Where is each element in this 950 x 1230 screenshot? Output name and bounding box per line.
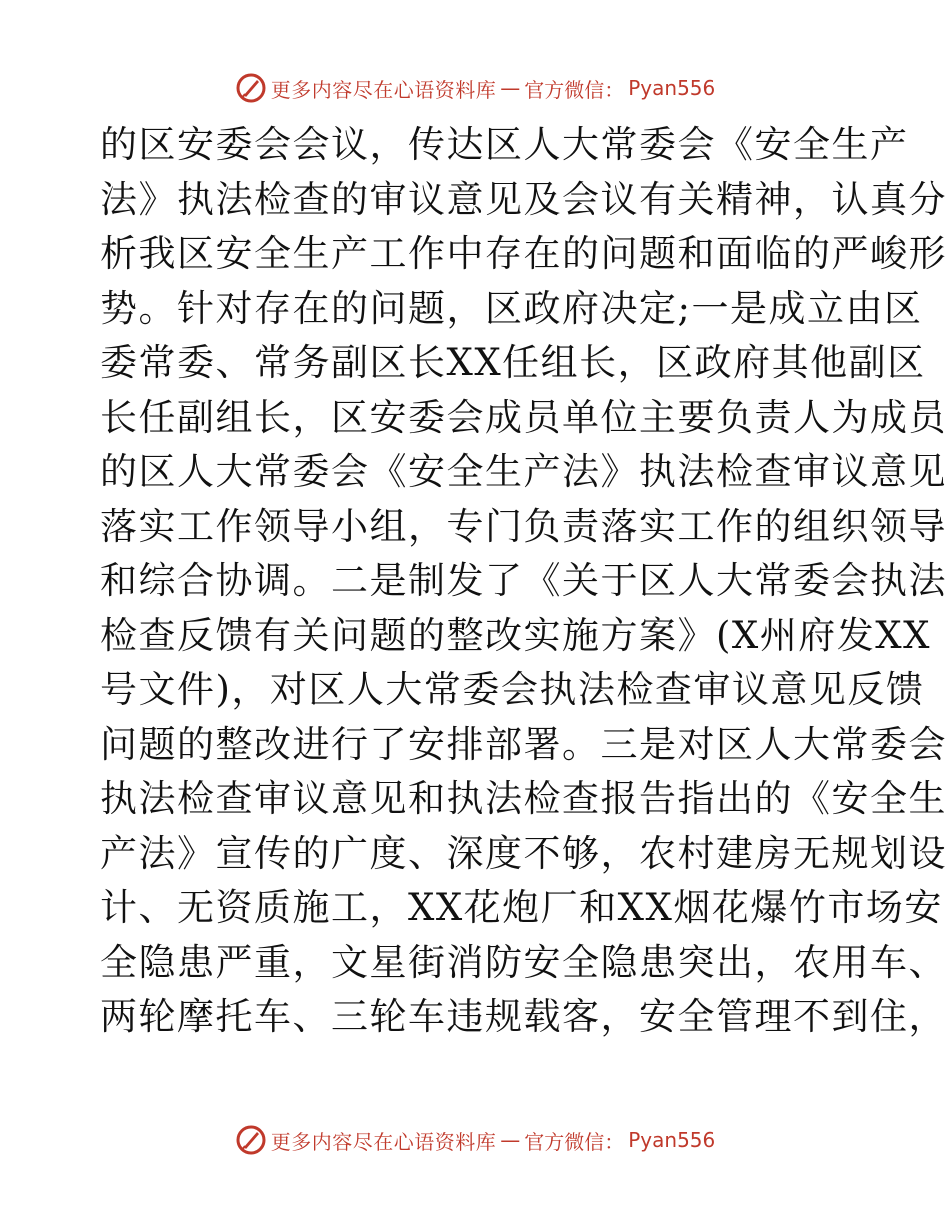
body-line: 的区安委会会议，传达区人大常委会《安全生产 <box>100 123 909 166</box>
document-body <box>100 118 947 1045</box>
header-official-label: 官方微信： <box>524 77 625 102</box>
header-brand-text: 更多内容尽在心语资料库 <box>270 77 497 102</box>
body-line: 检查反馈有关问题的整改实施方案》(X州府发XX <box>100 613 931 657</box>
header-wechat-handle: Pyan556 <box>628 76 716 100</box>
body-line: 计、无资质施工，XX花炮厂和XX烟花爆竹市场安 <box>100 886 943 929</box>
body-line: 势。针对存在的问题，区政府决定;一是成立由区 <box>100 286 923 330</box>
footer-brand-text: 更多内容尽在心语资料库 <box>270 1129 497 1154</box>
body-line: 号文件)，对区人大常委会执法检查审议意见反馈 <box>100 668 925 711</box>
quill-logo-icon <box>235 72 267 104</box>
body-line: 长任副组长，区安委会成员单位主要负责人为成员 <box>100 395 947 439</box>
footer-dash: — <box>500 1128 521 1152</box>
body-line: 执法检查审议意见和执法检查报告指出的《安全生 <box>100 777 947 820</box>
footer-official-label: 官方微信： <box>524 1129 625 1154</box>
body-line: 落实工作领导小组，专门负责落实工作的组织领导 <box>100 504 947 548</box>
header-dash: — <box>500 76 521 100</box>
page-footer <box>0 1124 950 1156</box>
body-line: 两轮摩托车、三轮车违规载客，安全管理不到住， <box>100 995 947 1038</box>
page-header <box>0 72 950 104</box>
body-line: 的区人大常委会《安全生产法》执法检查审议意见 <box>100 450 947 493</box>
body-line: 全隐患严重，文星街消防安全隐患突出，农用车、 <box>100 940 947 984</box>
quill-logo-icon <box>235 1124 267 1156</box>
footer-wechat-handle: Pyan556 <box>628 1128 716 1152</box>
body-line: 和综合协调。二是制发了《关于区人大常委会执法 <box>100 559 947 602</box>
body-line: 产法》宣传的广度、深度不够，农村建房无规划设 <box>100 831 947 875</box>
body-line: 问题的整改进行了安排部署。三是对区人大常委会 <box>100 722 947 766</box>
body-line: 析我区安全生产工作中存在的问题和面临的严峻形 <box>100 232 947 275</box>
body-line: 法》执法检查的审议意见及会议有关精神，认真分 <box>100 177 947 221</box>
body-line: 委常委、常务副区长XX任组长，区政府其他副区 <box>100 341 926 384</box>
